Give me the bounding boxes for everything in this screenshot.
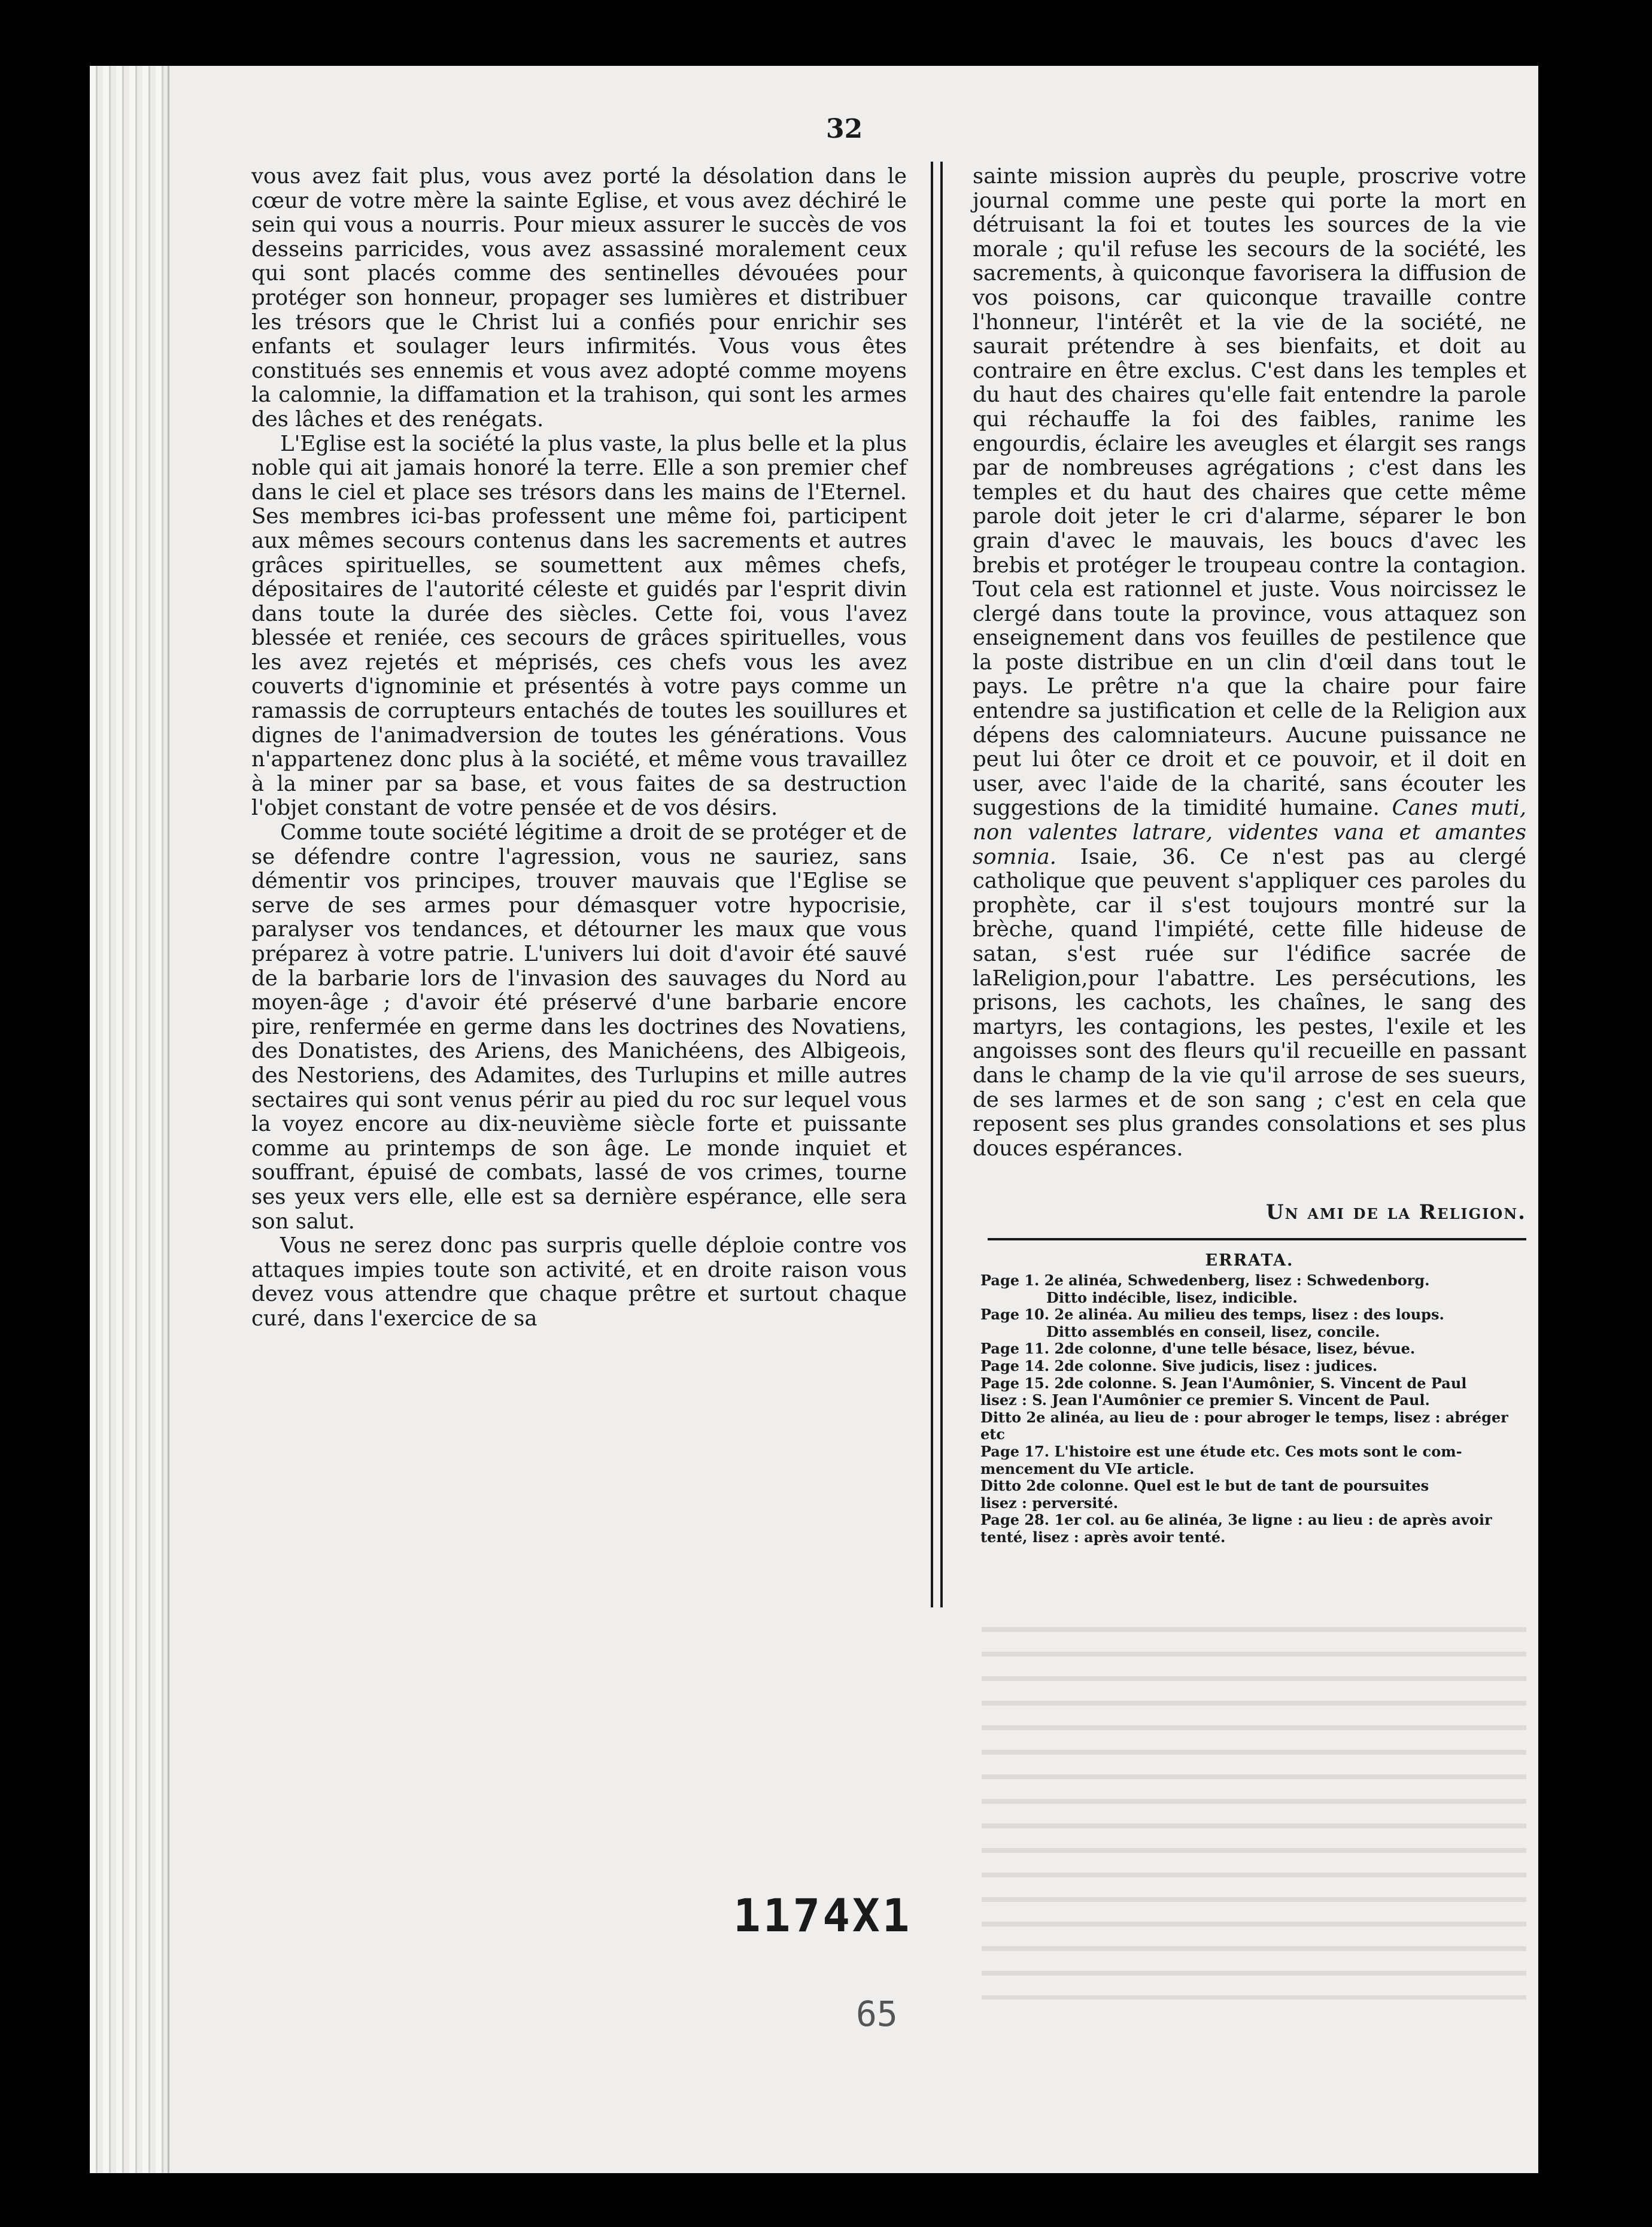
errata-entry: lisez : S. Jean l'Aumônier ce premier S. Vincent de Paul. bbox=[980, 1392, 1430, 1409]
errata-entry: tenté, lisez : après avoir tenté. bbox=[980, 1528, 1226, 1546]
errata-entry: lisez : perversité. bbox=[980, 1494, 1119, 1512]
paragraph: Vous ne serez donc pas surpris quelle déploie contre vos attaques impies toute son activité, et en droite raison vous devez vous attendre que chaque prêtre et surtout chaque curé, dans l'exercice de sa bbox=[251, 1233, 907, 1331]
page-number: 32 bbox=[826, 114, 863, 144]
errata-entry: Ditto 2e alinéa, au lieu de : pour abroger le temps, lisez : abréger bbox=[980, 1409, 1508, 1426]
errata-entry: Page 11. 2de colonne, d'une telle bésace, lisez, bévue. bbox=[980, 1340, 1416, 1358]
paragraph: L'Eglise est la société la plus vaste, la plus belle et la plus noble qui ait jamais honoré la terre. Elle a son premier chef dans le ciel et place ses trésors dans les mains de l'Eternel. Ses membres ici-bas professent une même foi, participent aux mêmes secours contenus dans les sacrements et autres grâces spirituelles, se soumettent aux mêmes chefs, dépositaires de l'autorité céleste et guidés par l'esprit divin dans toute la durée des siècles. Cette foi, vous l'avez blessée et reniée, ces secours de grâces spirituelles, vous les avez rejetés et méprisés, ces chefs vous les avez couverts d'ignominie et présentés à votre pays comme un ramassis de corrupteurs entachés de toutes les souillures et dignes de l'animadversion de toutes les générations. Vous n'appartenez donc plus à la société, et même vous travaillez à la miner par sa base, et vous faites de sa destruction l'objet constant de votre pensée et de vos désirs. bbox=[251, 431, 907, 821]
errata-entry: Page 14. 2de colonne. Sive judicis, lisez : judices. bbox=[980, 1357, 1378, 1375]
right-column bbox=[973, 165, 1526, 1161]
latin-quote: Canes muti, non valentes latrare, videntes vana et amantes somnia. bbox=[973, 796, 1526, 869]
scan-border-top bbox=[0, 0, 1652, 66]
paragraph bbox=[973, 165, 1526, 1161]
errata-list bbox=[980, 1272, 1526, 1546]
errata-title: ERRATA. bbox=[1205, 1251, 1294, 1270]
errata-entry: Page 1. 2e alinéa, Schwedenberg, lisez : Schwedenborg. bbox=[980, 1272, 1430, 1289]
scan-border-right bbox=[1538, 0, 1652, 2227]
paragraph: Comme toute société légitime a droit de se protéger et de se défendre contre l'agression, vous ne sauriez, sans démentir vos principes, trouver mauvais que l'Eglise se serve de ses armes pour démasquer votre hypocrisie, paralyser vos tendances, et détourner les maux que vous préparez à votre patrie. L'univers lui doit d'avoir été sauvé de la barbarie lors de l'invasion des sauvages du Nord au moyen-âge ; d'avoir été préservé d'une barbarie encore pire, renfermée en germe dans les doctrines des Novatiens, des Donatistes, des Ariens, des Manichéens, des Albigeois, des Nestoriens, des Adamites, des Turlupins et mille autres sectaires qui sont venus périr au pied du roc sur lequel vous la voyez encore au dix-neuvième siècle forte et puissante comme au printemps de son âge. Le monde inquiet et souffrant, épuisé de combats, lassé de vos crimes, tourne ses yeux vers elle, elle est sa dernière espérance, elle sera son salut. bbox=[251, 820, 907, 1234]
paragraph: vous avez fait plus, vous avez porté la désolation dans le cœur de votre mère la sainte Eglise, et vous avez déchiré le sein qui vous a nourris. Pour mieux assurer le succès de vos desseins parricides, vous avez assassiné moralement ceux qui sont placés comme des sentinelles dévouées pour protéger son honneur, propager ses lumières et distribuer les trésors que le Christ lui a confiés pour enrichir ses enfants et soulager leurs infirmités. Vous vous êtes constitués ses ennemis et vous avez adopté comme moyens la calomnie, la diffamation et la trahison, qui sont les armes des lâches et des renégats. bbox=[251, 164, 907, 432]
page-stack-edge bbox=[90, 66, 169, 2173]
errata-entry: mencement du VIe article. bbox=[980, 1460, 1195, 1477]
errata-entry: etc bbox=[980, 1426, 1005, 1443]
errata-divider bbox=[988, 1238, 1526, 1240]
errata-entry: Ditto 2de colonne. Quel est le but de tant de poursuites bbox=[980, 1477, 1429, 1495]
errata-entry: Ditto assemblés en conseil, lisez, concile. bbox=[1046, 1323, 1380, 1340]
paragraph-text: Isaie, 36. Ce n'est pas au clergé catholique que peuvent s'appliquer ces paroles du prophète, car il s'est toujours montré sur la brèche, quand l'impiété, cette fille hideuse de satan, s'est ruée sur l'édifice sacrée de laReligion,pour l'abattre. Les persécutions, les prisons, les cachots, les chaînes, le sang des martyrs, les contagions, les pestes, l'exile et les angoisses sont des fleurs qu'il recueille en passant dans le champ de la vie qu'il arrose de ses sueurs, de ses larmes et de son sang ; c'est en cela que reposent ses plus grandes consolations et ses plus douces espérances. bbox=[973, 844, 1526, 1161]
accession-number: 1174X1 bbox=[733, 1889, 912, 1942]
errata-entry: Page 15. 2de colonne. S. Jean l'Aumônier, S. Vincent de Paul bbox=[980, 1375, 1467, 1392]
folio-number: 65 bbox=[856, 1994, 898, 2034]
paragraph-text: sainte mission auprès du peuple, proscrive votre journal comme une peste qui porte la mort en détruisant la foi et toutes les sources de la vie morale ; qu'il refuse les secours de la société, les sacrements, à quiconque favorisera la diffusion de vos poisons, car quiconque travaille contre l'honneur, l'intérêt et la vie de la société, ne saurait prétendre à ses bienfaits, et doit au contraire en être exclus. C'est dans les temples et du haut des chaires qu'elle fait entendre la parole qui réchauffe la foi des faibles, ranime les engourdis, éclaire les aveugles et élargit ses rangs par de nombreuses agrégations ; c'est dans les temples et du haut des chaires que cette même parole doit jeter le cri d'alarme, séparer le bon grain d'avec le mauvais, les boucs d'avec les brebis et protéger le troupeau contre la contagion. Tout cela est rationnel et juste. Vous noircissez le clergé dans toute la province, vous attaquez son enseignement dans vos feuilles de pestilence que la poste distribue en un clin d'œil dans tout le pays. Le prêtre n'a que la chaire pour faire entendre sa justification et celle de la Religion aux dépens des calomniateurs. Aucune puissance ne peut lui ôter ce droit et ce pouvoir, et il doit en user, avec l'aide de la charité, sans écouter les suggestions de la timidité humaine. bbox=[973, 164, 1526, 821]
bleed-through-text bbox=[982, 1616, 1526, 2000]
errata-entry: Ditto indécible, lisez, indicible. bbox=[1046, 1289, 1298, 1306]
left-column bbox=[251, 165, 907, 1331]
scan-border-left bbox=[0, 0, 90, 2227]
column-divider bbox=[931, 162, 943, 1607]
errata-entry: Page 28. 1er col. au 6e alinéa, 3e ligne : au lieu : de après avoir bbox=[980, 1512, 1492, 1529]
signature: Un ami de la Religion. bbox=[1265, 1200, 1526, 1224]
errata-entry: Page 10. 2e alinéa. Au milieu des temps, lisez : des loups. bbox=[980, 1306, 1444, 1324]
errata-entry: Page 17. L'histoire est une étude etc. Ces mots sont le com- bbox=[980, 1443, 1462, 1460]
scan-border-bottom bbox=[0, 2173, 1652, 2227]
